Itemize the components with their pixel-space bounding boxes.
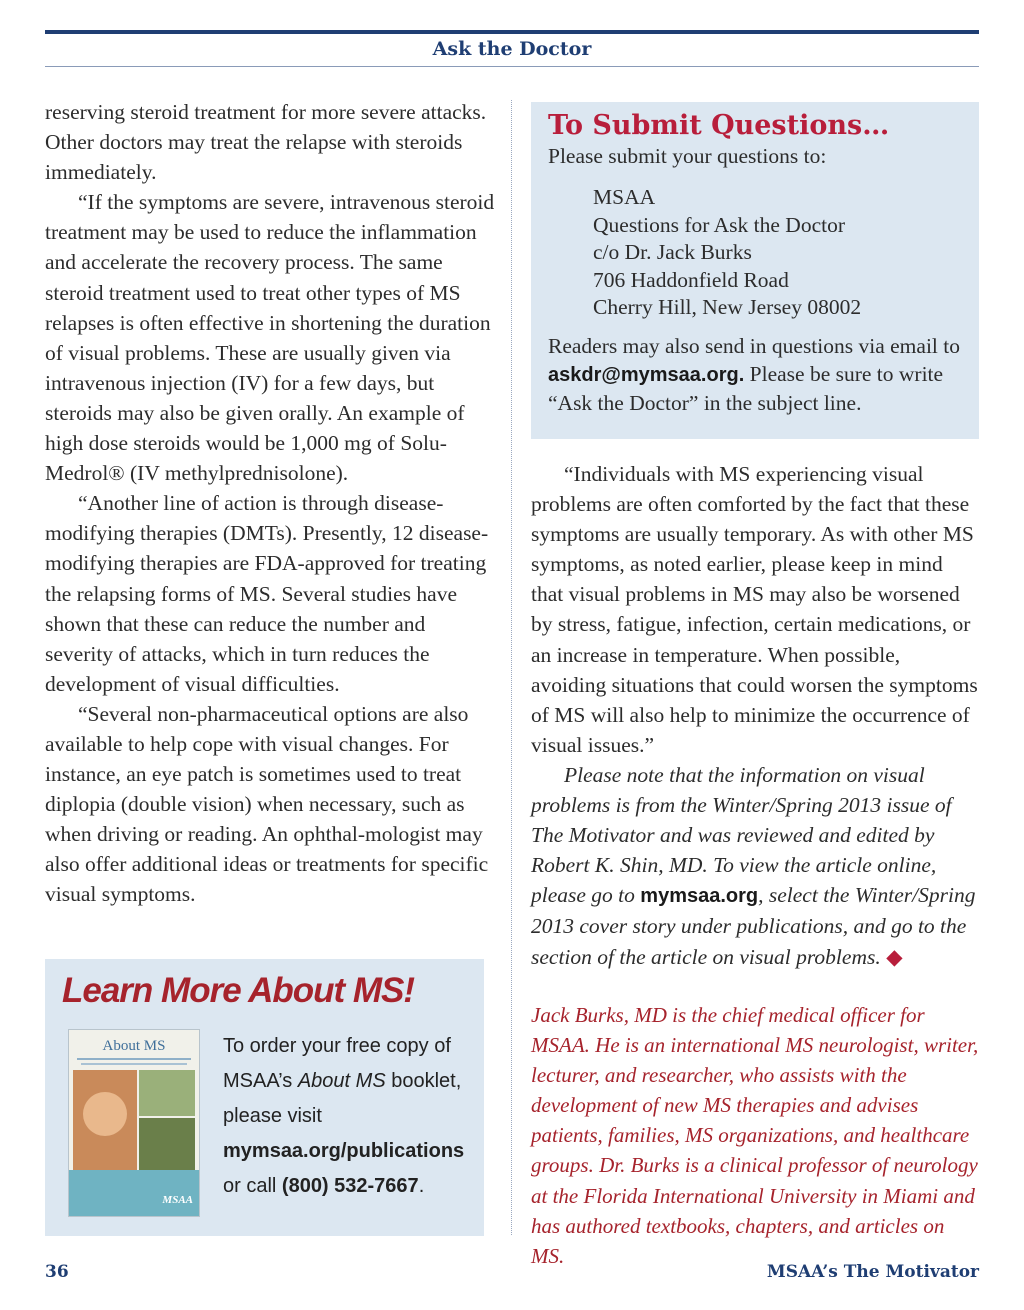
phone-number[interactable]: (800) 532-7667 [281,1175,419,1197]
address-line: MSAA [593,185,656,209]
cover-subtitle-line [81,1063,187,1065]
booklet-cover-image [68,1029,200,1217]
mailing-address [593,184,861,322]
cover-logo: MSAA [162,1194,193,1206]
cover-photo-face [83,1092,127,1136]
cover-photo-outdoor [139,1070,195,1116]
email-instructions [548,332,968,417]
order-text: booklet, please visit [223,1070,462,1127]
email-text: Please be sure to write “Ask the Doctor” in the subject line. [548,362,944,415]
author-bio: Jack Burks, MD is the chief medical officer for MSAA. He is an international MS neurologist, writer, lecturer, and researcher, who assists with the development of new MS therapies and advises patients, families, MS organizations, and healthcare groups. Dr. Burks is a clinical professor of neurology at the Florida International University in Miami and has authored textbooks, chapters, and articles on MS. [531,1003,979,1268]
note-text: , select the Winter/Spring 2013 cover story under publications, and go to the section of the article on visual problems. [531,883,976,969]
website-link[interactable]: mymsaa.org [640,885,759,908]
order-text: or call [223,1175,282,1197]
cover-photo-group [139,1118,195,1170]
booklet-cover-title: About MS [102,1038,166,1054]
submit-intro: Please submit your questions to: [548,144,827,168]
submit-questions-box [531,102,979,439]
address-line: Questions for Ask the Doctor [593,212,845,237]
column-divider [511,100,512,1235]
header-rule [45,30,979,34]
editor-note [531,760,979,972]
paragraph: “Individuals with MS experiencing visual problems are often comforted by the fact that these symptoms are usually temporary. As with other MS symptoms, as noted earlier, please keep in mind that visual problems in MS may also be worsened by stress, fatigue, infection, certain medications, or an increase in temperature. When possible, avoiding situations that could worsen the symptoms of MS will also help to minimize the occurrence of visual issues.” [531,462,978,757]
order-text: To order your free copy of MSAA’s [223,1035,451,1092]
email-link[interactable]: askdr@mymsaa.org. [548,364,745,386]
left-column [45,97,495,910]
page-number: 36 [45,1262,69,1282]
booklet-name: About MS [297,1070,386,1092]
learn-more-box [45,959,484,1236]
right-column [531,459,979,972]
paragraph: “Another line of action is through disease-modifying therapies (DMTs). Presently, 12 disease-modifying therapies are FDA-approved for treating the relapsing forms of MS. Several studies have shown that these can reduce the number and severity of attacks, which in turn reduces the development of visual difficulties. [45,491,489,696]
cover-wave-band [69,1170,199,1216]
publication-name: MSAA’s The Motivator [766,1262,979,1282]
paragraph: “Several non-pharmaceutical options are also available to help cope with visual changes. For instance, an eye patch is sometimes used to treat diplopia (double vision) when necessary, such as when driving or reading. An ophthal-mologist may also offer additional ideas or treatments for specific visual symptoms. [45,701,489,907]
paragraph: “If the symptoms are severe, intravenous steroid treatment may be used to reduce the inflammation and accelerate the recovery process. The same steroid treatment used to treat other types of MS relapses is often effective in shortening the duration of visual problems. These are usually given via intravenous injection (IV) for a few days, but steroids may also be given orally. An example of high dose steroids would be 1,000 mg of Solu-Medrol® (IV methylprednisolone). [45,190,495,486]
address-line: c/o Dr. Jack Burks [593,240,752,264]
order-instructions [223,1029,473,1204]
address-line: 706 Haddonfield Road [593,267,789,292]
publications-link[interactable]: mymsaa.org/publications [223,1140,465,1162]
order-text: . [418,1175,425,1197]
section-title: Ask the Doctor [432,38,592,60]
paragraph: reserving steroid treatment for more severe attacks. Other doctors may treat the relapse with steroids immediately. [45,100,487,185]
email-text: Readers may also send in questions via email to [548,334,960,358]
header-underline [45,66,979,67]
end-mark-icon: ◆ [886,944,903,969]
learn-more-title: Learn More About MS! [62,971,415,1010]
submit-title: To Submit Questions… [548,110,890,141]
cover-subtitle-line [77,1058,191,1060]
address-line: Cherry Hill, New Jersey 08002 [593,295,862,319]
note-text: Please note that the information on visual problems is from the Winter/Spring 2013 issue of The Motivator and was reviewed and edited by Robert K. Shin, MD. To view the article online, please go to [531,762,952,908]
